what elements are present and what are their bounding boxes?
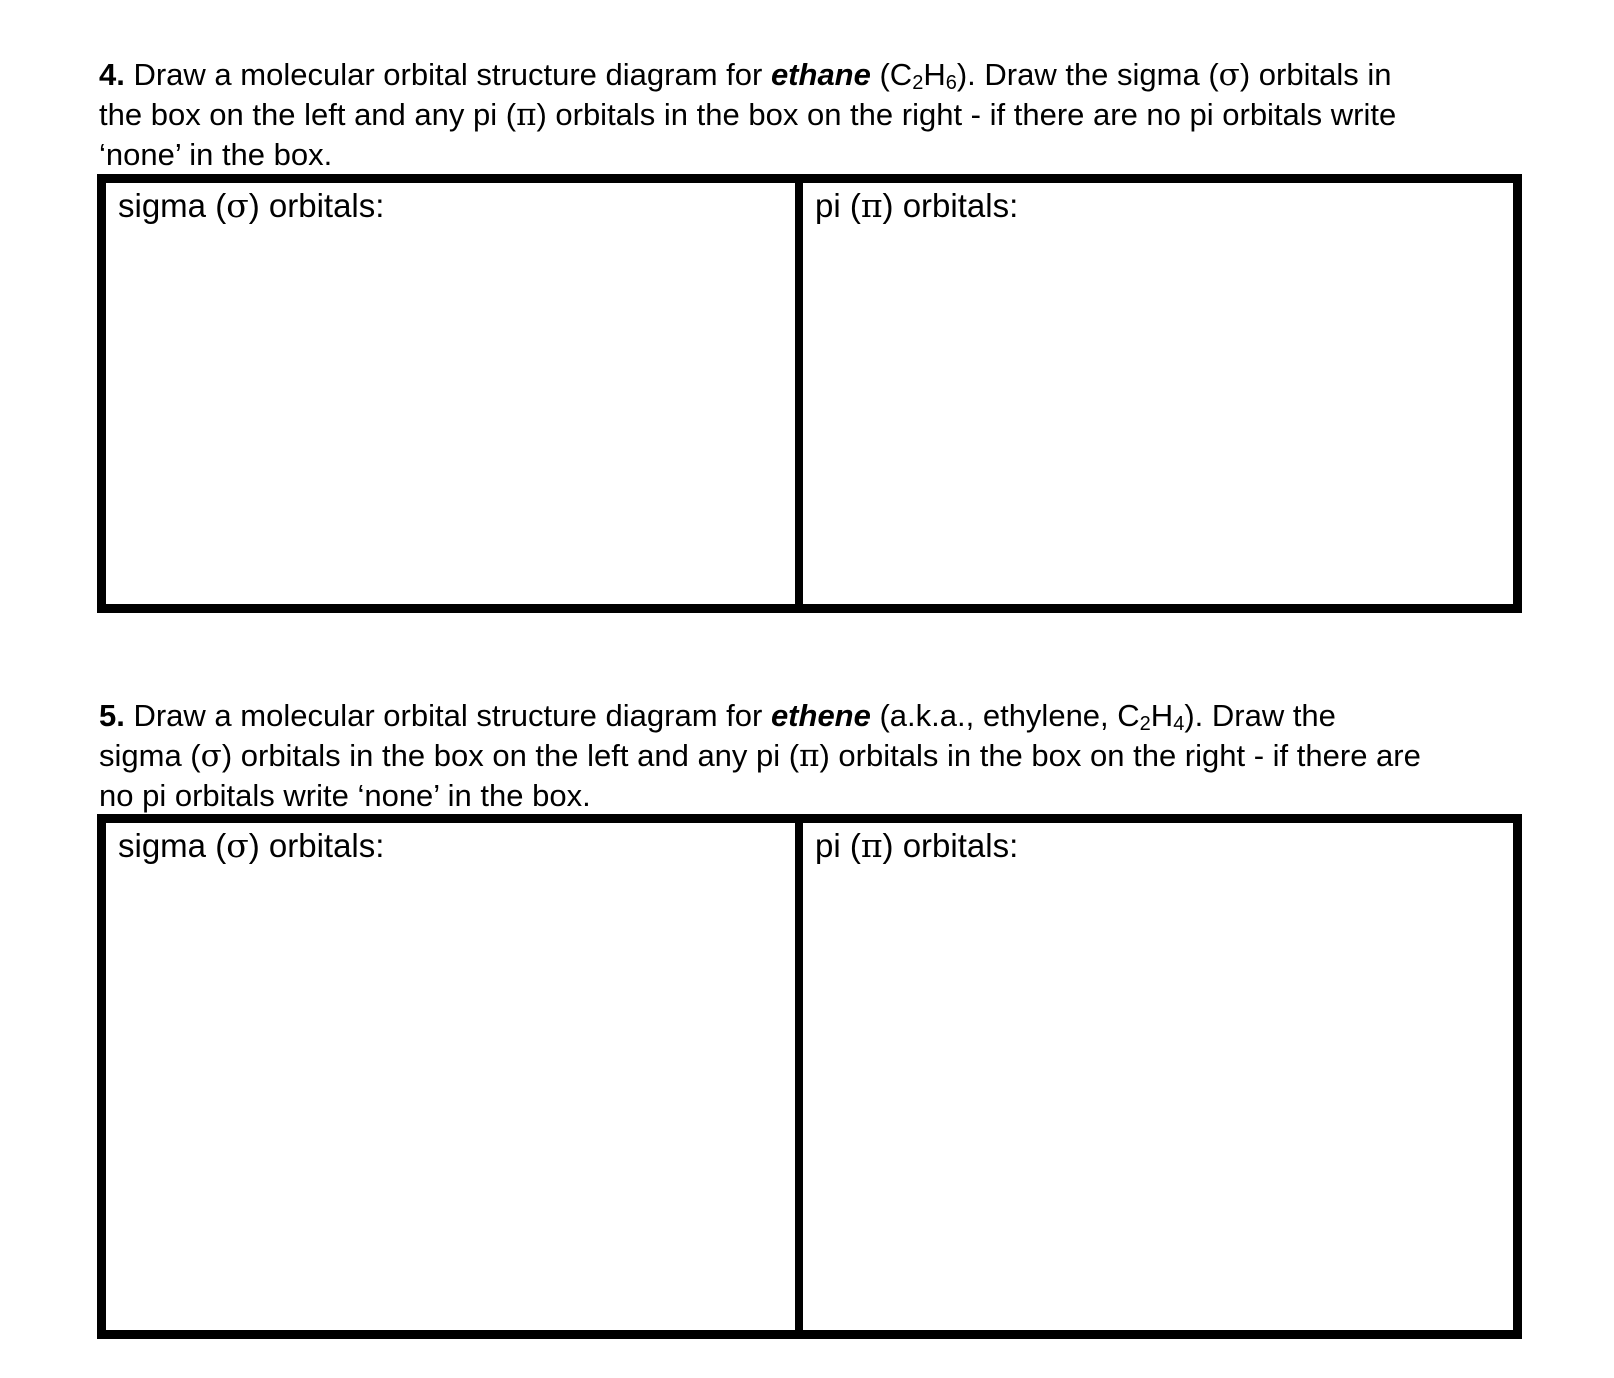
pi-orbitals-label: [815, 186, 1018, 226]
question-4-pi-box[interactable]: [803, 183, 1513, 604]
question-5-line-2-pre: sigma (: [99, 738, 201, 773]
question-4-text: Draw a molecular orbital structure diagram for: [124, 57, 771, 92]
question-4-pi-answer-area[interactable]: [803, 231, 1513, 604]
question-5-pi-box[interactable]: [803, 823, 1513, 1330]
sigma-label-symbol: σ: [226, 826, 249, 865]
question-4-formula-open: (C: [870, 57, 913, 92]
sigma-label-post: ) orbitals:: [248, 187, 385, 224]
sigma-label-post: ) orbitals:: [248, 827, 385, 864]
question-5-text: Draw a molecular orbital structure diagram for: [124, 698, 771, 733]
question-4-molecule: ethane: [770, 57, 871, 92]
question-5-line-2-end: ) orbitals in the box on the right - if there are: [819, 738, 1421, 773]
question-5-line-1: [99, 696, 1529, 736]
pi-symbol: π: [516, 97, 537, 133]
question-5-line-3: no pi orbitals write ‘none’ in the box.: [99, 778, 591, 813]
question-4-sigma-box[interactable]: [106, 183, 803, 604]
pi-symbol: π: [799, 738, 820, 774]
question-5-formula-sub-2: 4: [1173, 713, 1185, 735]
question-5-molecule: ethene: [770, 698, 871, 733]
sigma-label-pre: sigma (: [118, 827, 227, 864]
question-4-text-end: ) orbitals in: [1239, 57, 1392, 92]
question-4-sigma-answer-area[interactable]: [106, 231, 795, 604]
question-4-prompt: [99, 55, 1529, 175]
question-4-line-2-pre: the box on the left and any pi (: [99, 97, 517, 132]
question-5-formula-sub-1: 2: [1139, 713, 1151, 735]
pi-label-post: ) orbitals:: [882, 187, 1019, 224]
sigma-symbol: σ: [1218, 57, 1240, 93]
question-5-formula-open: (a.k.a., ethylene, C: [870, 698, 1140, 733]
question-5-prompt: [99, 696, 1529, 816]
pi-label-symbol: π: [860, 186, 883, 225]
sigma-orbitals-label: [118, 186, 384, 226]
pi-label-pre: pi (: [815, 187, 861, 224]
question-4-line-3: ‘none’ in the box.: [99, 137, 333, 172]
question-5-sigma-answer-area[interactable]: [106, 871, 795, 1330]
sigma-orbitals-label: [118, 826, 384, 866]
pi-orbitals-label: [815, 826, 1018, 866]
sigma-symbol: σ: [200, 738, 222, 774]
question-4-line-2-end: ) orbitals in the box on the right - if there are no pi orbitals write: [536, 97, 1397, 132]
question-5-answer-boxes: [97, 814, 1522, 1339]
question-4-formula-sub-2: 6: [945, 72, 957, 94]
pi-label-post: ) orbitals:: [882, 827, 1019, 864]
pi-label-pre: pi (: [815, 827, 861, 864]
sigma-label-pre: sigma (: [118, 187, 227, 224]
question-4-formula-sub-1: 2: [912, 72, 924, 94]
sigma-label-symbol: σ: [226, 186, 249, 225]
question-5-line-2: [99, 736, 1529, 776]
question-5-number: 5.: [99, 698, 125, 733]
question-5-pi-answer-area[interactable]: [803, 871, 1513, 1330]
question-4-formula-mid: H: [923, 57, 946, 92]
question-4-number: 4.: [99, 57, 125, 92]
question-5-formula-mid: H: [1150, 698, 1174, 733]
pi-label-symbol: π: [860, 826, 883, 865]
question-4-text-post: ). Draw the sigma (: [956, 57, 1219, 92]
question-4-line-1: [99, 55, 1529, 95]
question-5-sigma-box[interactable]: [106, 823, 803, 1330]
question-5-line-2-mid: ) orbitals in the box on the left and any pi (: [221, 738, 800, 773]
question-4-answer-boxes: [97, 174, 1522, 613]
question-4-line-2: [99, 95, 1529, 135]
question-5-text-post: ). Draw the: [1184, 698, 1336, 733]
